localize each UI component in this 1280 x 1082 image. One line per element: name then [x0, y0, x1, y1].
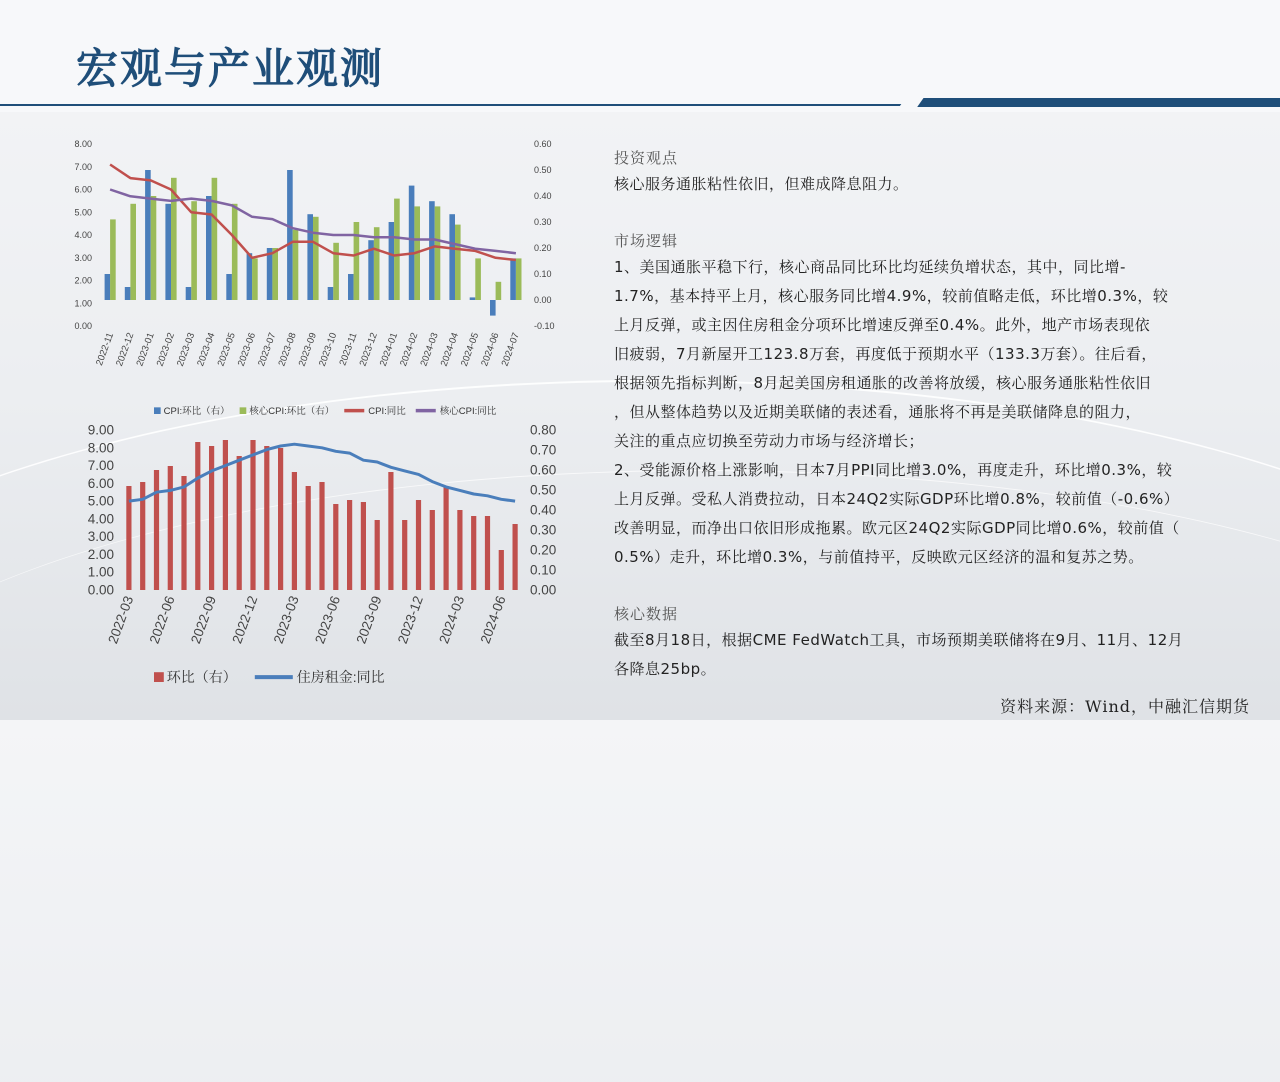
y-tick-right: 0.30 [534, 217, 552, 227]
x-tick: 2023-09 [296, 331, 320, 368]
legend-label: 核心CPI:环比（右） [249, 406, 335, 417]
bar [388, 472, 393, 590]
y-tick-left: 4.00 [87, 511, 114, 527]
bar [130, 204, 136, 300]
y-tick-left: 3.00 [74, 252, 92, 263]
y-tick-right: 0.70 [530, 442, 557, 458]
y-tick-right: 0.40 [530, 502, 557, 518]
core-data-line: 各降息25bp。 [614, 660, 717, 678]
bar [455, 225, 461, 300]
x-tick: 2023-09 [353, 593, 385, 646]
bar [328, 287, 334, 300]
y-tick-right: 0.00 [534, 295, 552, 305]
bar [168, 466, 173, 590]
legend-label: 住房租金:同比 [296, 669, 385, 685]
bar [496, 282, 502, 300]
header-rule-thin [0, 104, 910, 106]
x-tick: 2023-06 [312, 593, 344, 646]
x-tick: 2024-01 [377, 331, 401, 368]
x-tick: 2022-12 [229, 593, 261, 646]
x-tick: 2023-12 [357, 331, 380, 368]
y-tick-left: 0.00 [74, 321, 92, 331]
y-tick-right: 0.20 [530, 542, 557, 558]
bar [250, 440, 255, 590]
logic-line: 1.7%，基本持平上月，核心服务同比增4.9%，较前值略走低，环比增0.3%，较 [614, 287, 1169, 305]
y-tick-right: 0.80 [530, 422, 557, 438]
y-tick-right: 0.20 [534, 243, 552, 253]
bar [232, 204, 238, 300]
bar [145, 170, 151, 300]
bar [361, 502, 366, 590]
bar [151, 196, 157, 300]
section-heading-view: 投资观点 [614, 149, 679, 167]
x-tick: 2023-03 [175, 331, 198, 368]
y-tick-left: 6.00 [87, 475, 114, 491]
y-tick-right: 0.40 [534, 191, 552, 201]
x-tick: 2023-11 [337, 331, 360, 368]
market-logic-body [614, 253, 1224, 572]
x-tick: 2023-10 [317, 331, 340, 368]
y-tick-left: 8.00 [74, 139, 92, 149]
x-tick: 2022-03 [105, 593, 137, 646]
bar [449, 214, 455, 300]
data-source-note: 资料来源：Wind，中融汇信期货 [1000, 697, 1250, 716]
bar [490, 300, 496, 316]
y-tick-left: 8.00 [87, 440, 114, 456]
bar [307, 214, 313, 300]
logic-line: 1、美国通胀平稳下行，核心商品同比环比均延续负增状态，其中，同比增- [614, 258, 1126, 276]
legend-swatch [154, 672, 164, 682]
legend-label: CPI:环比（右） [163, 406, 230, 417]
bar [333, 243, 339, 300]
logic-line: 关注的重点应切换至劳动力市场与经济增长； [614, 432, 925, 450]
y-tick-left: 2.00 [74, 275, 92, 286]
bar [409, 186, 415, 300]
bar [264, 446, 269, 590]
bar [154, 470, 159, 590]
logic-line: 改善明显，而净出口依旧形成拖累。欧元区24Q2实际GDP同比增0.6%，较前值（ [614, 519, 1180, 537]
bar [165, 204, 171, 300]
bar [471, 516, 476, 590]
bar [470, 297, 476, 300]
bar [394, 199, 400, 300]
bar [226, 274, 232, 300]
logic-line: 上月反弹。受私人消费拉动，日本24Q2实际GDP环比增0.8%，较前值（-0.6%） [614, 490, 1180, 508]
bar [402, 520, 407, 590]
y-tick-left: 7.00 [87, 458, 114, 474]
y-tick-left: 5.00 [74, 207, 92, 218]
x-tick: 2022-12 [114, 331, 137, 368]
bar [319, 482, 324, 590]
legend-label: 环比（右） [166, 669, 237, 685]
y-tick-right: 0.10 [534, 269, 552, 279]
y-tick-right: 0.10 [530, 562, 557, 578]
bar [510, 258, 516, 300]
logic-line: 根据领先指标判断，8月起美国房租通胀的改善将放缓，核心服务通胀粘性依旧 [614, 374, 1152, 392]
y-tick-left: 4.00 [74, 230, 92, 240]
legend-swatch [154, 407, 161, 414]
bar [313, 217, 319, 300]
us-cpi-chart [70, 130, 570, 422]
logic-line: 2、受能源价格上涨影响，日本7月PPI同比增3.0%，再度走升，环比增0.3%，较 [614, 461, 1173, 479]
section-heading-core-data: 核心数据 [614, 605, 679, 623]
core-data-line: 截至8月18日，根据CME FedWatch工具，市场预期美联储将在9月、11月、12月 [614, 631, 1184, 649]
bar [287, 170, 293, 300]
y-tick-right: 0.50 [530, 482, 557, 498]
housing-rent-chart [70, 418, 570, 690]
bar [237, 456, 242, 590]
y-tick-left: 6.00 [74, 184, 92, 195]
bar [475, 258, 481, 300]
bar [485, 516, 490, 590]
bar [499, 550, 504, 590]
page-title: 宏观与产业观测 [76, 44, 385, 93]
legend-label: CPI:同比 [368, 406, 406, 417]
y-tick-right: 0.50 [534, 165, 552, 175]
bar [435, 206, 441, 300]
bar [272, 248, 278, 300]
bar [513, 524, 518, 590]
x-tick: 2024-03 [436, 593, 468, 646]
bar [110, 219, 116, 300]
bar [105, 274, 111, 300]
logic-line: ，但从整体趋势以及近期美联储的表述看，通胀将不再是美联储降息的阻力， [614, 403, 1142, 421]
x-tick: 2023-02 [154, 331, 178, 368]
bar [293, 230, 299, 300]
bar [348, 274, 354, 300]
bar [333, 504, 338, 590]
x-tick: 2024-06 [477, 593, 509, 646]
x-tick: 2023-03 [270, 593, 302, 646]
y-tick-right: 0.60 [534, 139, 552, 149]
x-tick: 2023-05 [215, 331, 238, 368]
header-rule-thick [910, 98, 1280, 107]
bar [347, 500, 352, 590]
bar [267, 248, 273, 300]
bar [375, 520, 380, 590]
logic-line: 上月反弹，或主因住房租金分项环比增速反弹至0.4%。此外，地产市场表现依 [614, 316, 1151, 334]
y-tick-left: 2.00 [87, 546, 114, 562]
y-tick-right: 0.30 [530, 522, 557, 538]
x-tick: 2024-04 [438, 331, 462, 368]
section-body-view: 核心服务通胀粘性依旧，但难成降息阻力。 [614, 175, 909, 193]
y-tick-left: 3.00 [87, 529, 114, 545]
bar [125, 287, 131, 300]
x-tick: 2022-06 [146, 593, 178, 646]
bar [247, 253, 253, 300]
bar [223, 440, 228, 590]
x-tick: 2023-12 [394, 593, 426, 646]
logic-line: 0.5%）走升，环比增0.3%，与前值持平，反映欧元区经济的温和复苏之势。 [614, 548, 1144, 566]
text-panel [614, 146, 1224, 684]
bar [195, 442, 200, 590]
x-tick: 2024-02 [398, 331, 421, 368]
bar [191, 201, 197, 300]
section-heading-logic: 市场逻辑 [614, 232, 679, 250]
x-tick: 2024-07 [499, 331, 522, 368]
y-tick-left: 7.00 [74, 161, 92, 172]
legend-swatch [240, 407, 247, 414]
x-tick: 2023-04 [195, 331, 218, 368]
bar [457, 510, 462, 590]
y-tick-left: 1.00 [87, 564, 114, 580]
x-tick: 2024-03 [418, 331, 441, 368]
bar [278, 448, 283, 590]
legend-label: 核心CPI:同比 [439, 406, 497, 417]
bar [429, 201, 435, 300]
x-tick: 2023-07 [256, 331, 279, 368]
x-tick: 2024-06 [479, 331, 502, 368]
bar [209, 446, 214, 590]
x-tick: 2024-05 [459, 331, 482, 368]
bar [212, 178, 218, 300]
y-tick-right: 0.60 [530, 462, 557, 478]
bar [354, 222, 360, 300]
bar [186, 287, 192, 300]
x-tick: 2022-11 [94, 331, 117, 368]
bar [430, 510, 435, 590]
y-tick-right: -0.10 [534, 321, 555, 331]
y-tick-left: 5.00 [87, 493, 114, 509]
bar [292, 472, 297, 590]
y-tick-left: 9.00 [87, 422, 114, 438]
bar [181, 476, 186, 590]
y-tick-left: 1.00 [74, 298, 92, 309]
x-tick: 2023-01 [134, 331, 157, 368]
bar [444, 486, 449, 590]
bar [252, 258, 258, 300]
bar [416, 500, 421, 590]
y-tick-right: 0.00 [530, 582, 557, 598]
y-tick-left: 0.00 [87, 582, 114, 598]
bar [206, 196, 212, 300]
x-tick: 2022-09 [187, 593, 220, 646]
x-tick: 2023-08 [276, 331, 299, 368]
logic-line: 旧疲弱，7月新屋开工123.8万套，再度低于预期水平（133.3万套）。往后看， [614, 345, 1157, 363]
bar [306, 486, 311, 590]
bar [389, 222, 395, 300]
x-tick: 2023-06 [235, 331, 259, 368]
bar [516, 258, 522, 300]
